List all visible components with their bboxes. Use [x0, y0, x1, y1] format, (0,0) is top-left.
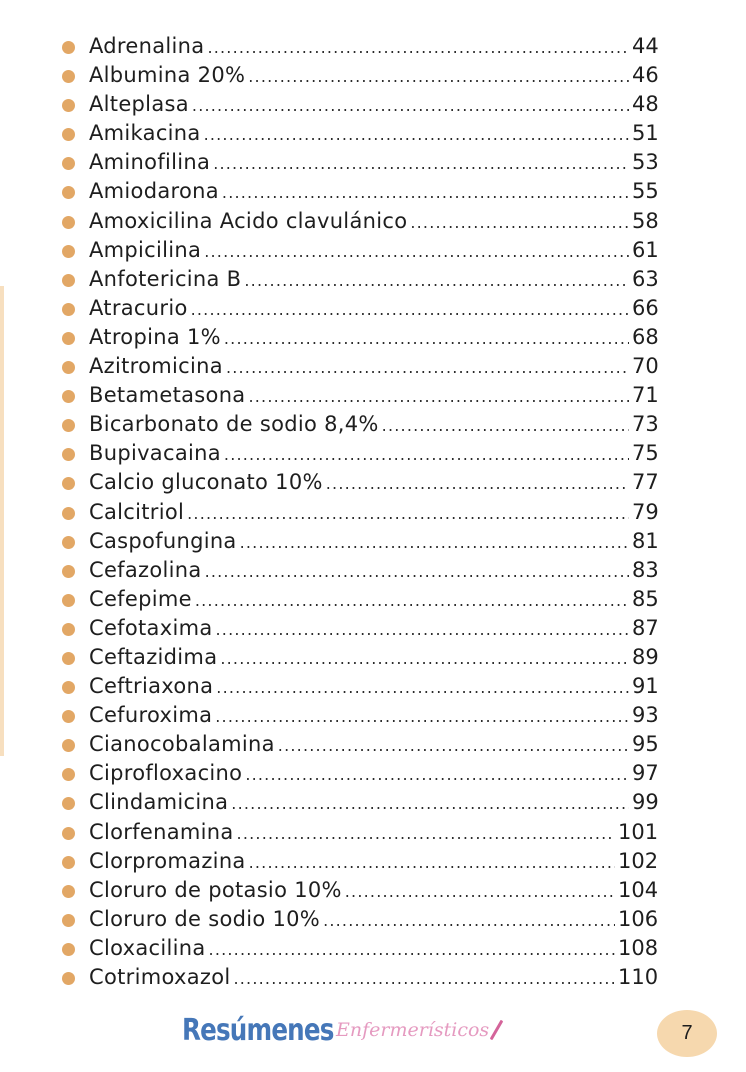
entry-name: Calcio gluconato 10% [89, 470, 323, 495]
entry-name: Ampicilina [89, 237, 202, 262]
toc-entry[interactable] [62, 556, 662, 585]
bullet-icon [62, 827, 75, 840]
bullet-icon [62, 856, 75, 869]
dot-leader [345, 877, 615, 906]
dot-leader [326, 469, 629, 498]
dot-leader [382, 411, 629, 440]
entry-page: 75 [632, 441, 659, 466]
entry-name: Ciprofloxacino [89, 761, 243, 786]
entry-page: 63 [632, 266, 659, 291]
dot-leader [237, 819, 615, 848]
toc-entry[interactable] [62, 963, 662, 992]
bullet-icon [62, 419, 75, 432]
bullet-icon [62, 99, 75, 112]
dot-leader [216, 673, 629, 702]
entry-name: Atropina 1% [89, 324, 221, 349]
entry-name: Clindamicina [89, 790, 229, 815]
entry-name: Ceftriaxona [89, 674, 214, 699]
toc-entry[interactable] [62, 498, 662, 527]
dot-leader [216, 615, 629, 644]
entry-name: Amoxicilina Acido clavulánico [89, 208, 408, 233]
toc-entry[interactable] [62, 759, 662, 788]
entry-name: Cloruro de potasio 10% [89, 877, 342, 902]
toc-entry[interactable] [62, 934, 662, 963]
entry-name: Cefepime [89, 586, 192, 611]
toc-entry[interactable] [62, 61, 662, 90]
entry-name: Cotrimoxazol [89, 965, 231, 989]
toc-entry[interactable] [62, 381, 662, 410]
entry-name: Azitromicina [89, 354, 223, 379]
side-accent-stripe [0, 286, 4, 756]
toc-entry[interactable] [62, 207, 662, 236]
bullet-icon [62, 274, 75, 287]
toc-entry[interactable] [62, 352, 662, 381]
toc-entry[interactable] [62, 90, 662, 119]
entry-name: Amikacina [89, 121, 201, 146]
entry-name: Clorpromazina [89, 848, 246, 873]
entry-page: 46 [632, 63, 659, 88]
entry-name: Calcitriol [89, 499, 185, 524]
entry-page: 91 [632, 674, 659, 699]
entry-page: 102 [618, 848, 659, 873]
brand-subtitle: Enfermerísticos [336, 1019, 490, 1041]
dot-leader [191, 295, 629, 324]
dot-leader [323, 906, 615, 935]
entry-page: 55 [632, 179, 659, 204]
entry-page: 99 [632, 790, 659, 815]
entry-name: Adrenalina [89, 34, 205, 58]
entry-page: 73 [632, 412, 659, 437]
toc-entry[interactable] [62, 643, 662, 672]
entry-page: 53 [632, 150, 659, 175]
entry-name: Aminofilina [89, 150, 211, 175]
entry-page: 93 [632, 703, 659, 728]
bullet-icon [62, 652, 75, 665]
entry-name: Bupivacaina [89, 441, 221, 466]
entry-name: Bicarbonato de sodio 8,4% [89, 412, 379, 437]
toc-entry[interactable] [62, 119, 662, 148]
bullet-icon [62, 739, 75, 752]
dot-leader [240, 528, 629, 557]
toc-entry[interactable] [62, 905, 662, 934]
bullet-icon [62, 216, 75, 229]
dot-leader [224, 324, 629, 353]
entry-page: 48 [632, 92, 659, 117]
entry-page: 104 [618, 877, 659, 902]
entry-name: Cloxacilina [89, 935, 206, 960]
entry-name: Amiodarona [89, 179, 219, 204]
dot-leader [192, 91, 629, 120]
entry-page: 87 [632, 615, 659, 640]
entry-name: Cloruro de sodio 10% [89, 906, 321, 931]
bullet-icon [62, 914, 75, 927]
dot-leader [207, 33, 629, 62]
toc-entry[interactable] [62, 148, 662, 177]
entry-name: Ceftazidima [89, 644, 218, 669]
toc-entry[interactable] [62, 701, 662, 730]
entry-name: Albumina 20% [89, 63, 246, 88]
dot-leader [205, 557, 629, 586]
entry-name: Cefotaxima [89, 615, 213, 640]
toc-entry[interactable] [62, 439, 662, 468]
toc-entry[interactable] [62, 177, 662, 206]
dot-leader [410, 208, 629, 237]
dot-leader [226, 353, 629, 382]
bullet-icon [62, 507, 75, 520]
entry-page: 70 [632, 354, 659, 379]
toc-entry[interactable] [62, 614, 662, 643]
bullet-icon [62, 361, 75, 374]
toc-entry[interactable] [62, 672, 662, 701]
bullet-icon [62, 565, 75, 578]
entry-page: 44 [632, 34, 659, 58]
bullet-icon [62, 972, 75, 985]
dot-leader [233, 964, 615, 993]
dot-leader [245, 760, 629, 789]
bullet-icon [62, 623, 75, 636]
bullet-icon [62, 245, 75, 258]
entry-name: Caspofungina [89, 528, 237, 553]
toc-entry[interactable] [62, 410, 662, 439]
dot-leader [249, 848, 615, 877]
toc-entry[interactable] [62, 730, 662, 759]
entry-page: 77 [632, 470, 659, 495]
entry-name: Anfotericina B [89, 266, 242, 291]
bullet-icon [62, 536, 75, 549]
bullet-icon [62, 797, 75, 810]
entry-page: 110 [618, 965, 659, 989]
dot-leader [195, 586, 629, 615]
toc-entry[interactable] [62, 788, 662, 817]
dot-leader [204, 237, 629, 266]
table-of-contents [62, 32, 662, 992]
entry-page: 71 [632, 383, 659, 408]
entry-page: 68 [632, 324, 659, 349]
toc-entry[interactable] [62, 265, 662, 294]
entry-name: Clorfenamina [89, 819, 234, 844]
bullet-icon [62, 943, 75, 956]
dot-leader [209, 935, 615, 964]
dot-leader [204, 120, 629, 149]
toc-entry[interactable] [62, 323, 662, 352]
entry-page: 95 [632, 732, 659, 757]
entry-page: 58 [632, 208, 659, 233]
entry-page: 85 [632, 586, 659, 611]
entry-name: Atracurio [89, 295, 188, 320]
bullet-icon [62, 157, 75, 170]
entry-page: 106 [618, 906, 659, 931]
toc-entry[interactable] [62, 818, 662, 847]
bullet-icon [62, 594, 75, 607]
entry-page: 89 [632, 644, 659, 669]
dot-leader [224, 440, 629, 469]
entry-page: 66 [632, 295, 659, 320]
dot-leader [248, 62, 629, 91]
entry-page: 79 [632, 499, 659, 524]
page-number-badge [657, 1010, 717, 1057]
bullet-icon [62, 186, 75, 199]
entry-page: 81 [632, 528, 659, 553]
dot-leader [244, 266, 629, 295]
dot-leader [248, 382, 629, 411]
bullet-icon [62, 390, 75, 403]
entry-page: 108 [618, 935, 659, 960]
dot-leader [231, 789, 629, 818]
dot-leader [187, 499, 629, 528]
dot-leader [220, 644, 629, 673]
toc-entry[interactable] [62, 236, 662, 265]
toc-entry[interactable] [62, 32, 662, 61]
dot-leader [215, 702, 629, 731]
entry-page: 97 [632, 761, 659, 786]
bullet-icon [62, 70, 75, 83]
toc-entry[interactable] [62, 468, 662, 497]
bullet-icon [62, 303, 75, 316]
toc-entry[interactable] [62, 585, 662, 614]
brand-title: Resúmenes [182, 1012, 334, 1048]
entry-page: 61 [632, 237, 659, 262]
bullet-icon [62, 332, 75, 345]
entry-page: 83 [632, 557, 659, 582]
dot-leader [278, 731, 629, 760]
bullet-icon [62, 768, 75, 781]
bullet-icon [62, 710, 75, 723]
bullet-icon [62, 41, 75, 54]
entry-name: Alteplasa [89, 92, 189, 117]
brand-logo [182, 1010, 498, 1050]
bullet-icon [62, 681, 75, 694]
page-number: 7 [681, 1022, 693, 1044]
bullet-icon [62, 128, 75, 141]
bullet-icon [62, 477, 75, 490]
toc-entry[interactable] [62, 294, 662, 323]
entry-name: Cianocobalamina [89, 732, 275, 757]
entry-page: 101 [618, 819, 659, 844]
entry-name: Betametasona [89, 383, 246, 408]
toc-entry[interactable] [62, 527, 662, 556]
bullet-icon [62, 448, 75, 461]
dot-leader [213, 149, 629, 178]
dot-leader [222, 178, 629, 207]
entry-page: 51 [632, 121, 659, 146]
bullet-icon [62, 885, 75, 898]
toc-entry[interactable] [62, 847, 662, 876]
entry-name: Cefazolina [89, 557, 202, 582]
entry-name: Cefuroxima [89, 703, 213, 728]
syringe-icon [490, 1020, 504, 1041]
toc-entry[interactable] [62, 876, 662, 905]
